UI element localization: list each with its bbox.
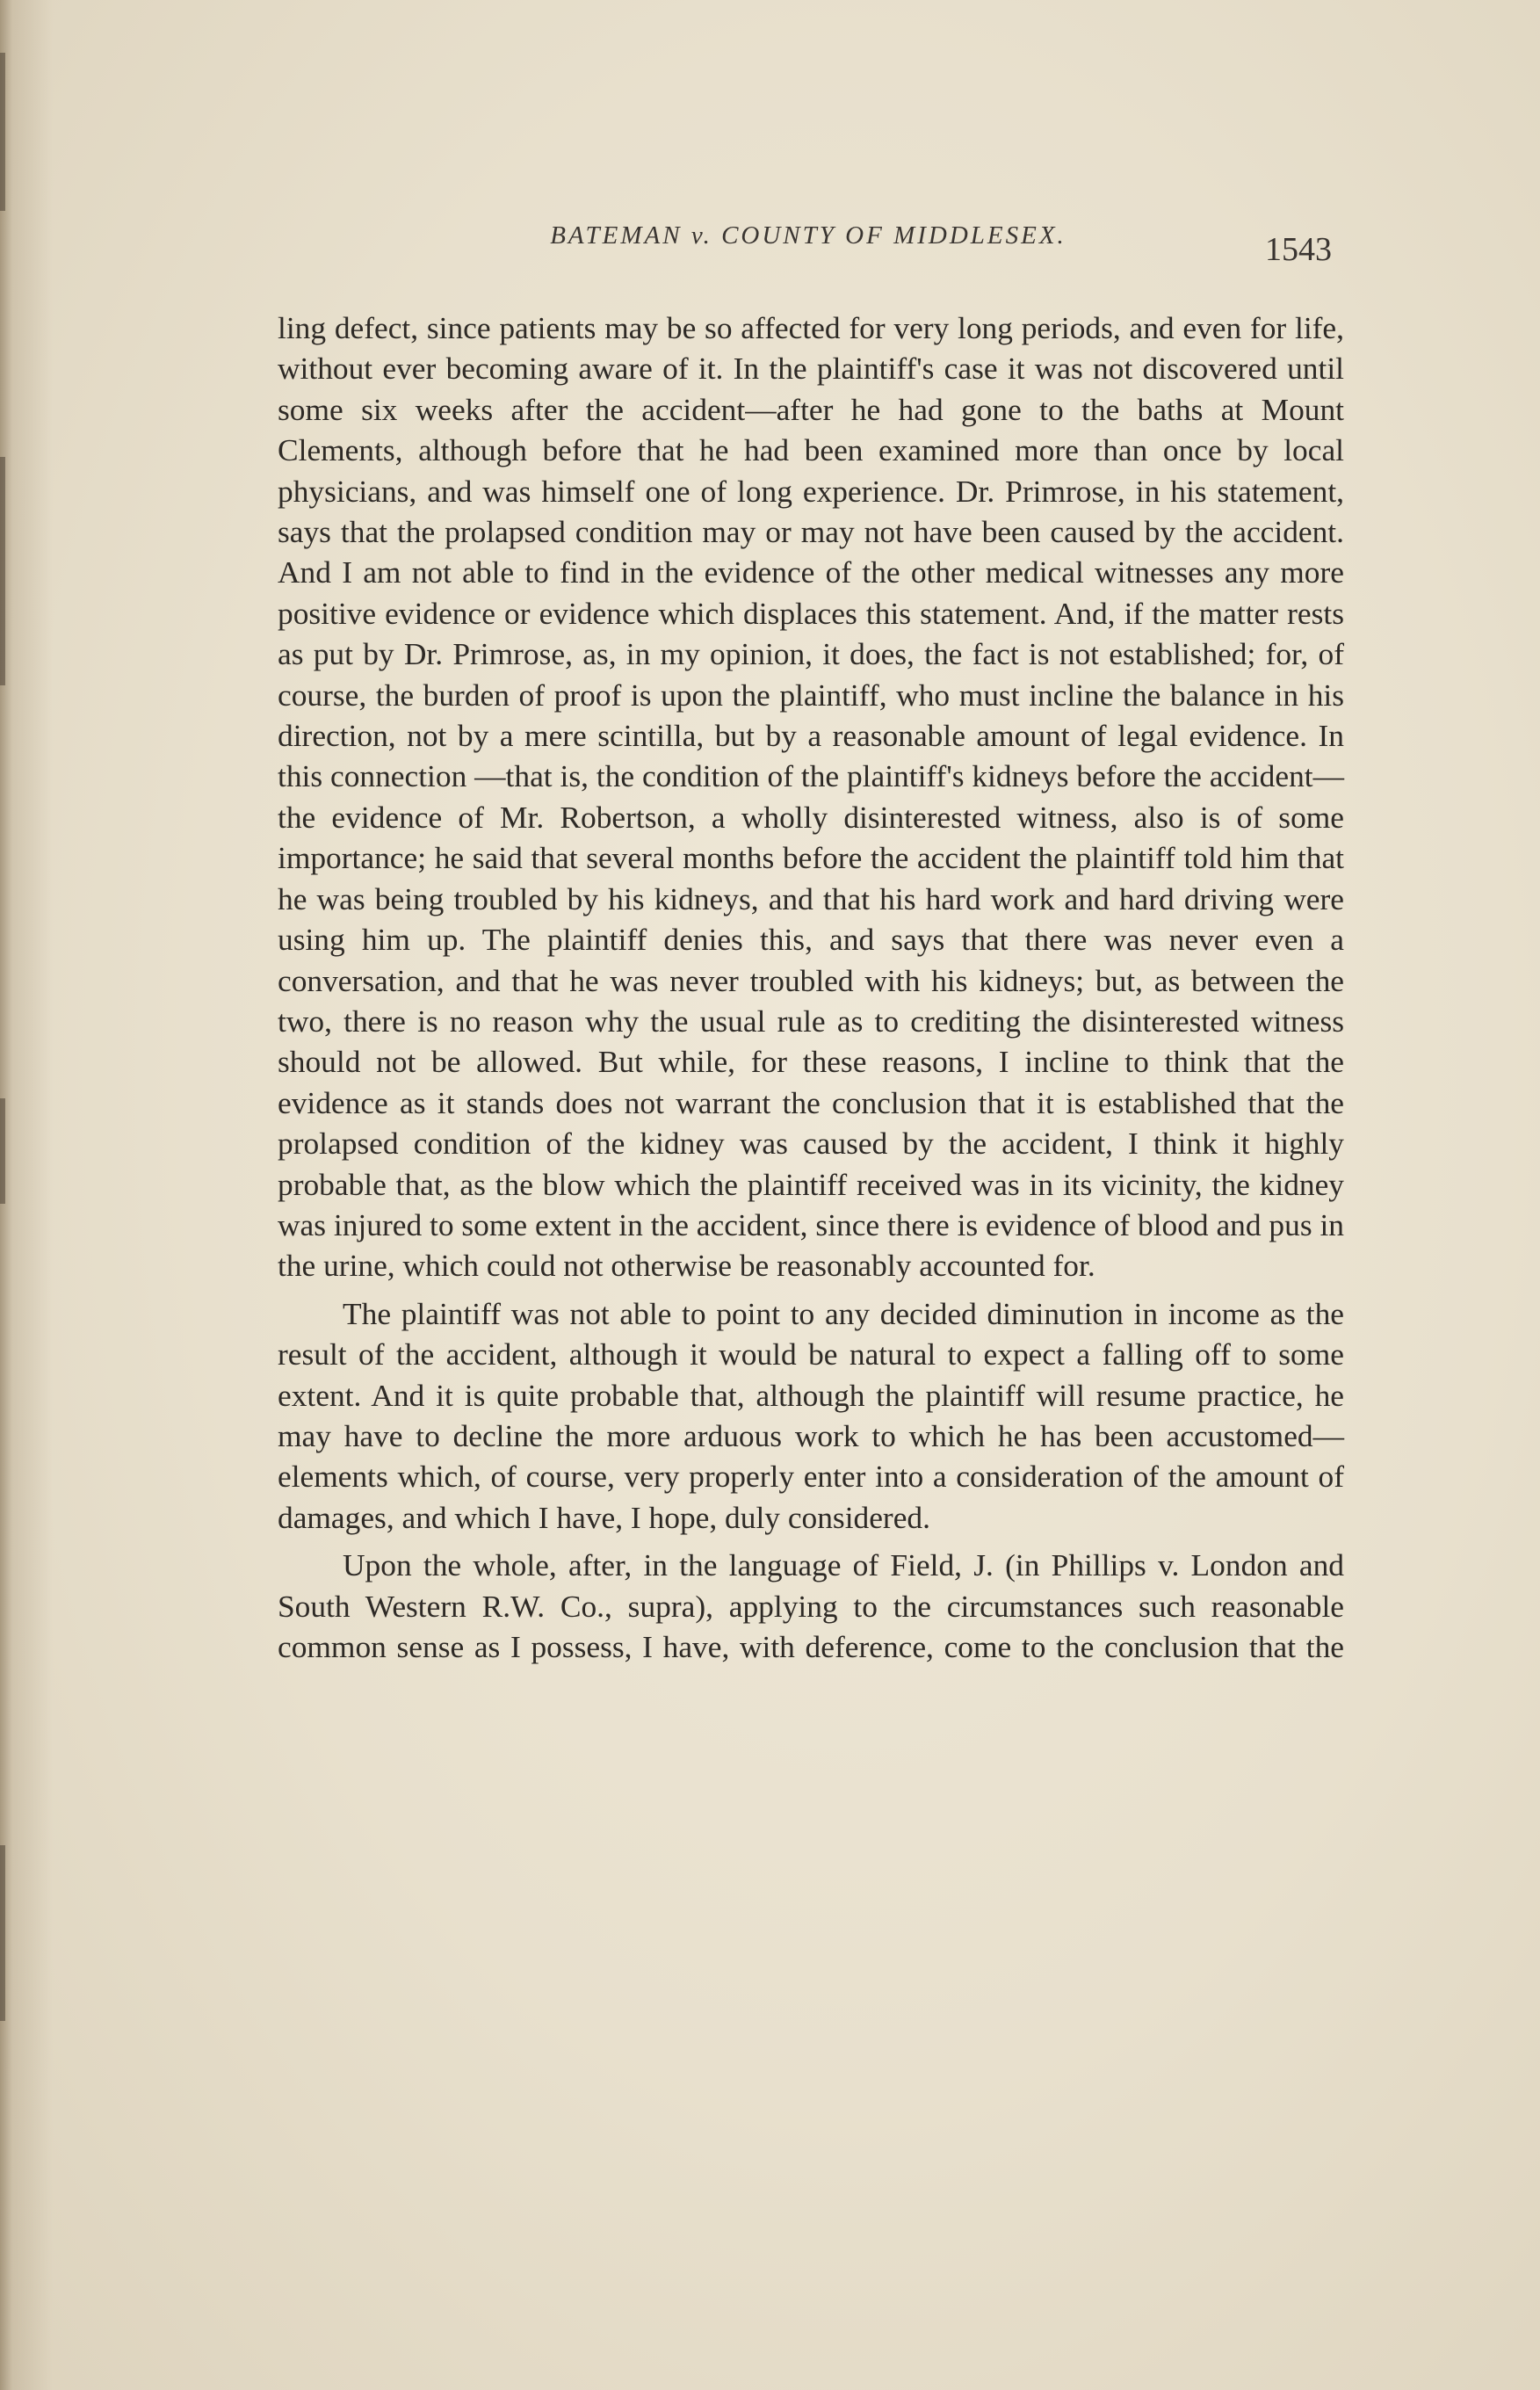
binding-edge-mark — [0, 1098, 5, 1204]
paragraph-income: The plaintiff was not able to point to any decided diminution in income as the result of the accident, although it would be natural to expect a falling off to some extent. And it is quite probable that, although the plaintiff will resume practice, he may have to decline the more arduous work to which he has been accustomed—elements which, of course, very properly enter into a consideration of the amount of damages, and which I have, I hope, duly considered. — [278, 1295, 1344, 1535]
binding-edge-mark — [0, 457, 5, 685]
paragraph-conclusion: Upon the whole, after, in the language of Field, J. (in Phillips v. London and South Western R.W. Co., supra), applying to the circumstances such reasonable common sense as I possess, I have, with deference, come to the conclusion that the — [278, 1547, 1344, 1664]
binding-edge-mark — [0, 1845, 5, 2021]
body-text — [278, 308, 1344, 1674]
binding-edge-mark — [0, 53, 5, 211]
paragraph-continuation: ling defect, since patients may be so affected for very long periods, and even for life, without ever becoming aware of it. In the plaintiff's case it was not discovered until some six weeks after the accident—after he had gone to the baths at Mount Clements, although before that he had been examined more than once by local physicians, and was himself one of long experience. Dr. Primrose, in his statement, says that the prolapsed condition may or may not have been caused by the accident. And I am not able to find in the evidence of the other medical witnesses any more positive evidence or evidence which displaces this statement. And, if the matter rests as put by Dr. Primrose, as, in my opinion, it does, the fact is not established; for, of course, the burden of proof is upon the plaintiff, who must incline the balance in his direction, not by a mere scintilla, but by a reasonable amount of legal evidence. In this connection —that is, the condition of the plaintiff's kidneys before the accident—the evidence of Mr. Robertson, a wholly disinterested witness, also is of some importance; he said that several months before the accident the plaintiff told him that he was being troubled by his kidneys, and that his hard work and hard driving were using him up. The plaintiff denies this, and says that there was never even a conversation, and that he was never troubled with his kidneys; but, as between the two, there is no reason why the usual rule as to crediting the disinterested witness should not be allowed. But while, for these reasons, I incline to think that the evidence as it stands does not warrant the conclusion that it is established that the prolapsed condition of the kidney was caused by the accident, I think it highly probable that, as the blow which the plaintiff received was in its vicinity, the kidney was injured to some extent in the accident, since there is evidence of blood and pus in the urine, which could not otherwise be reasonably accounted for. — [278, 310, 1344, 1284]
page-number: 1543 — [1265, 231, 1332, 268]
running-head-title: BATEMAN v. COUNTY OF MIDDLESEX. — [550, 221, 1066, 250]
